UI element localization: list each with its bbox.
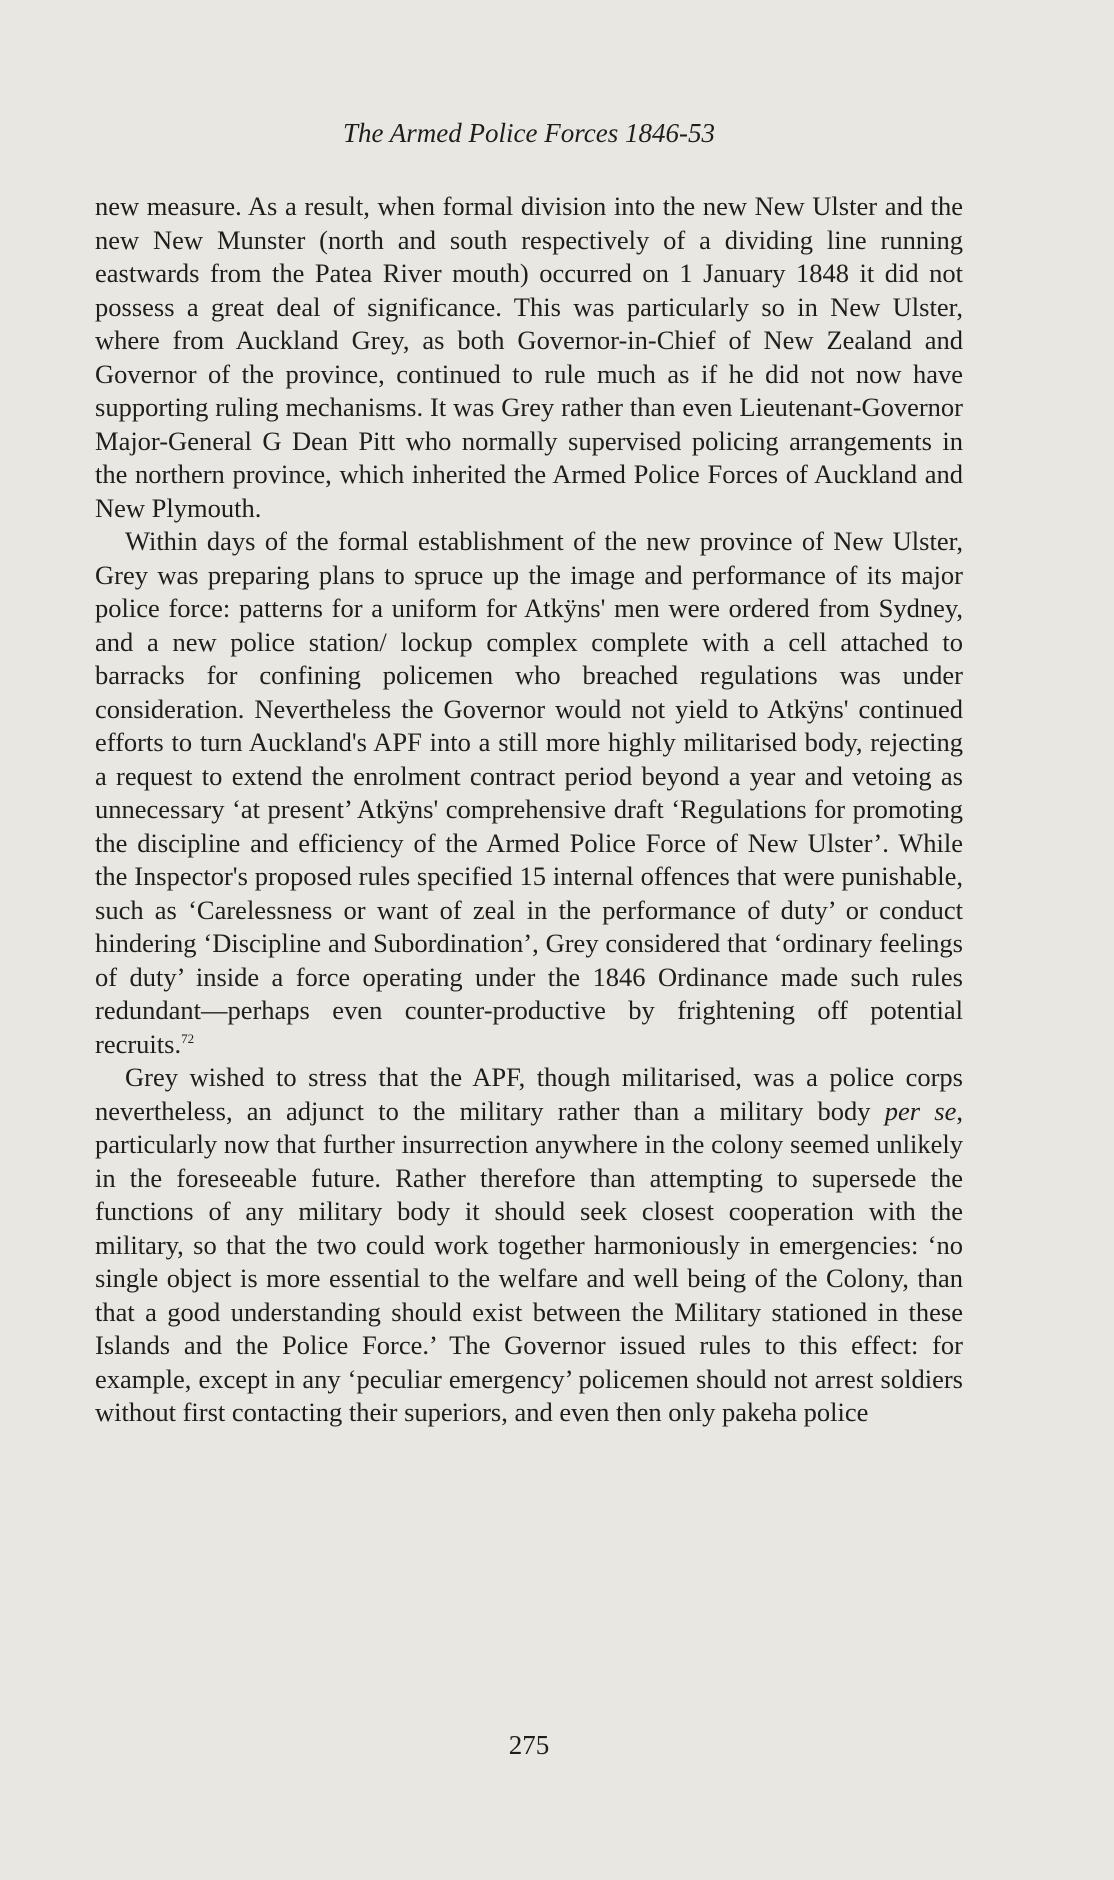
- body-text: [95, 190, 963, 1430]
- footnote-marker: 72: [181, 1030, 195, 1046]
- paragraph-2: [95, 525, 963, 1061]
- paragraph-2-text: Within days of the formal establishment of the new province of New Ulster, Grey was preparing plans to spruce up the image and performance of its major police force: patterns for a uniform for Atkÿns' men were ordered from Sydney, and a new police station/ lockup complex complete with a cell attached to barracks for confining policemen who breached regulations was under consideration. Nevertheless the Governor would not yield to Atkÿns' continued efforts to turn Auckland's APF into a still more highly militarised body, rejecting a request to extend the enrolment contract period beyond a year and vetoing as unnecessary ‘at present’ Atkÿns' comprehensive draft ‘Regulations for promoting the discipline and efficiency of the Armed Police Force of New Ulster’. While the Inspector's proposed rules specified 15 internal offences that were punishable, such as ‘Carelessness or want of zeal in the performance of duty’ or conduct hindering ‘Discipline and Subordination’, Grey considered that ‘ordinary feelings of duty’ inside a force operating under the 1846 Ordinance made such rules redundant—perhaps even counter-productive by frightening off potential recruits.: [95, 526, 963, 1059]
- paragraph-3: [95, 1061, 963, 1430]
- paragraph-1-text: new measure. As a result, when formal division into the new New Ulster and the new New Munster (north and south respectively of a dividing line running eastwards from the Patea River mouth) occurred on 1 January 1848 it did not possess a great deal of significance. This was particularly so in New Ulster, where from Auckland Grey, as both Governor-in-Chief of New Zealand and Governor of the province, continued to rule much as if he did not now have supporting ruling mechanisms. It was Grey rather than even Lieutenant-Governor Major-General G Dean Pitt who normally supervised policing arrangements in the northern province, which inherited the Armed Police Forces of Auckland and New Plymouth.: [95, 191, 963, 523]
- paragraph-3-text-start: Grey wished to stress that the APF, though militarised, was a police corps nevertheless, an adjunct to the military rather than a military body: [95, 1062, 963, 1126]
- paragraph-3-italic: per se: [884, 1095, 957, 1126]
- page-number: 275: [508, 1730, 550, 1760]
- paragraph-1: [95, 190, 963, 525]
- paragraph-3-text-end: , particularly now that further insurrection anywhere in the colony seemed unlikely in the foreseeable future. Rather therefore than attempting to supersede the functions of any military body it should seek closest cooperation with the military, so that the two could work together harmoniously in emergencies: ‘no single object is more essential to the welfare and well being of the Colony, than that a good understanding should exist between the Military stationed in these Islands and the Police Force.’ The Governor issued rules to this effect: for example, except in any ‘peculiar emergency’ policemen should not arrest soldiers without first contacting their superiors, and even then only pakeha police: [95, 1095, 963, 1427]
- running-head: The Armed Police Forces 1846-53: [343, 118, 715, 148]
